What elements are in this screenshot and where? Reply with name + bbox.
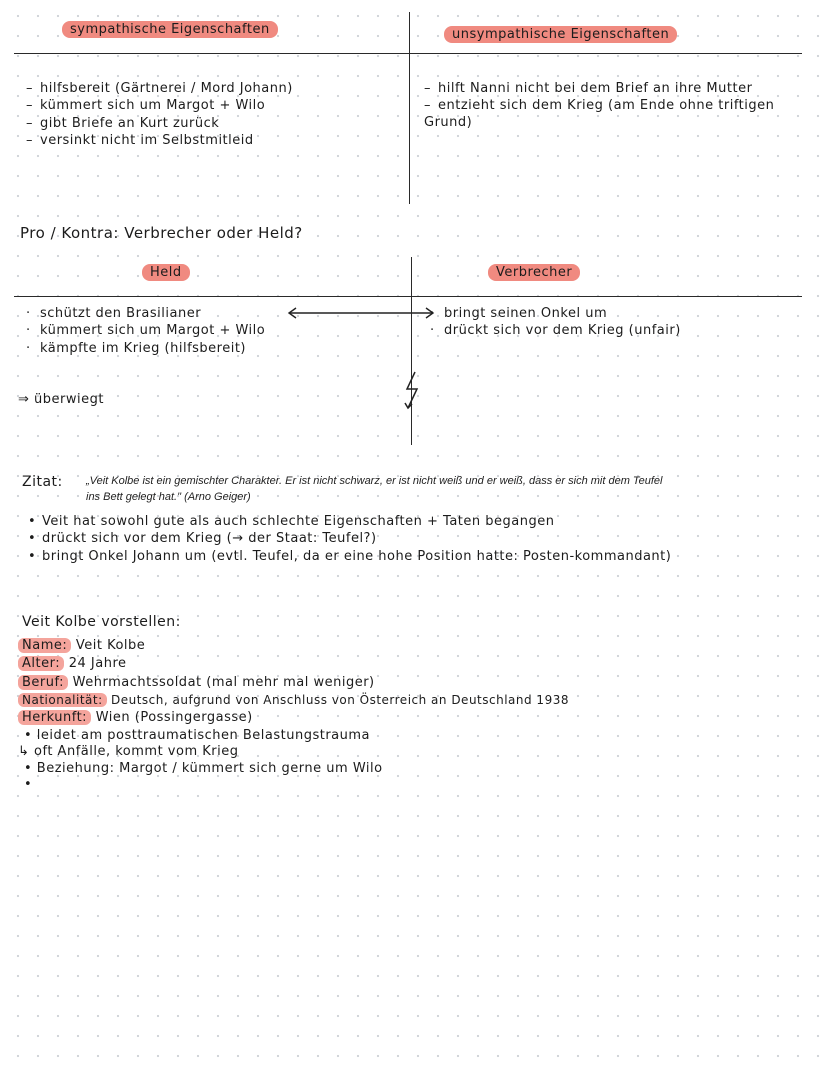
list-item: · bringt seinen Onkel um [430, 306, 608, 321]
field-label: Herkunft: [18, 710, 91, 725]
quote-points [28, 514, 818, 566]
field-value: Wehrmachtssoldat (mal mehr mal weniger) [72, 674, 375, 690]
profile-fields [18, 638, 818, 793]
profile-title: Veit Kolbe vorstellen: [22, 614, 181, 630]
field-label: Alter: [18, 656, 64, 671]
profile-field-nationality [18, 693, 818, 708]
profile-field-job [18, 675, 818, 691]
profile-field-age [18, 656, 818, 672]
table2-vertical-rule [411, 257, 412, 445]
profile-note: • leidet am posttraumatischen Belastungstrauma [24, 728, 371, 743]
profile-field-origin [18, 710, 818, 726]
sympathetic-header-label: sympathische Eigenschaften [62, 21, 278, 38]
field-label: Name: [18, 638, 71, 653]
list-item: – hilfsbereit (Gärtnerei / Mord Johann) [26, 81, 293, 96]
list-item: – entzieht sich dem Krieg (am Ende ohne triftigen Grund) [424, 98, 775, 130]
list-item: – kümmert sich um Margot + Wilo [26, 98, 266, 114]
table2-horizontal-rule [14, 296, 802, 297]
lightning-icon [402, 370, 422, 410]
quote-label: Zitat: [22, 474, 63, 490]
list-item: · schützt den Brasilianer [26, 306, 202, 321]
table1-vertical-rule [409, 12, 410, 204]
sympathetic-list [26, 81, 293, 150]
list-item: – gibt Briefe an Kurt zurück [26, 115, 220, 131]
field-label: Nationalität: [18, 693, 107, 707]
field-value: Deutsch, aufgrund von Anschluss von Österreich an Deutschland 1938 [110, 692, 569, 707]
list-item: · kämpfte im Krieg (hilfsbereit) [26, 340, 247, 356]
profile-note: • [24, 776, 33, 792]
conclusion-text: ⇒ überwiegt [18, 392, 104, 407]
profile-field-name [18, 638, 818, 654]
profile-note: ↳ oft Anfälle, kommt vom Krieg [18, 744, 239, 760]
list-item: – versinkt nicht im Selbstmitleid [26, 132, 254, 148]
list-item: – hilft Nanni nicht bei dem Brief an ihre Mutter [424, 81, 753, 96]
unsympathetic-list [424, 81, 816, 132]
list-item: • drückt sich vor dem Krieg (→ der Staat: Teufel?) [28, 531, 377, 547]
hero-list [26, 306, 265, 358]
field-value: Veit Kolbe [75, 638, 146, 653]
double-arrow-icon [286, 306, 436, 320]
field-value: 24 Jahre [68, 656, 127, 672]
hero-header-label: Held [142, 264, 190, 281]
list-item: · drückt sich vor dem Krieg (unfair) [430, 323, 681, 339]
table1-horizontal-rule [14, 53, 802, 54]
criminal-header-label: Verbrecher [488, 264, 580, 281]
list-item: • bringt Onkel Johann um (evtl. Teufel, da er eine hohe Position hatte: Posten-kommandant) [28, 548, 672, 564]
field-label: Beruf: [18, 675, 68, 690]
field-value: Wien (Possingergasse) [95, 709, 253, 725]
quote-text: „Veit Kolbe ist ein gemischter Charakter. Er ist nicht schwarz, er ist nicht weiß und er weiß, dass er sich mit dem Teufel ins Bett gelegt hat." (Arno Geiger) [86, 475, 663, 503]
profile-note: • Beziehung: Margot / kümmert sich gerne um Wilo [24, 760, 383, 776]
criminal-header [488, 265, 580, 281]
unsympathetic-header [444, 27, 677, 43]
list-item: · kümmert sich um Margot + Wilo [26, 323, 266, 339]
sympathetic-header [62, 22, 278, 38]
pro-contra-title: Pro / Kontra: Verbrecher oder Held? [20, 224, 303, 242]
hero-header [142, 265, 190, 281]
unsympathetic-header-label: unsympathische Eigenschaften [444, 26, 677, 43]
criminal-list [430, 306, 681, 341]
list-item: • Veit hat sowohl gute als auch schlechte Eigenschaften + Taten begangen [28, 514, 555, 529]
